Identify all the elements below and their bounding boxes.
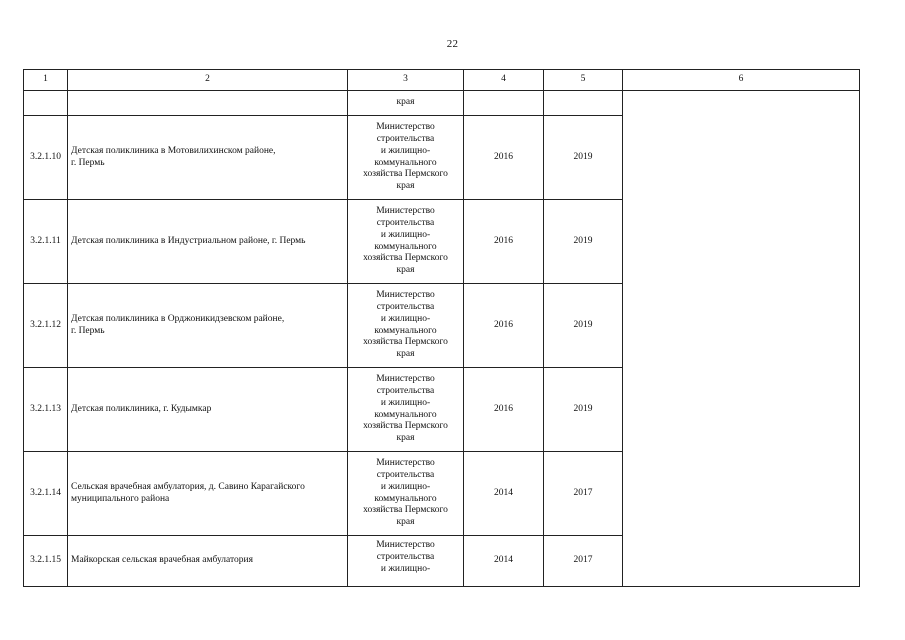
row-number: 3.2.1.11 bbox=[24, 200, 68, 284]
row-name-line: г. Пермь bbox=[71, 325, 105, 336]
row-resp-line: хозяйства Пермского bbox=[363, 169, 448, 180]
continuation-start-cell bbox=[464, 91, 544, 116]
column-number-3: 3 bbox=[348, 70, 464, 91]
row-end-year: 2019 bbox=[544, 368, 623, 452]
row-name bbox=[68, 452, 348, 536]
row-resp-line: и жилищно- bbox=[380, 481, 431, 492]
column-number-5: 5 bbox=[544, 70, 623, 91]
row-name bbox=[68, 368, 348, 452]
continuation-end-cell bbox=[544, 91, 623, 116]
row-name-line: Сельская врачебная амбулатория, д. Савино Карагайского bbox=[71, 481, 305, 492]
row-resp-line: строительства bbox=[376, 551, 435, 562]
row-resp-line: строительства bbox=[376, 469, 435, 480]
row-name bbox=[68, 284, 348, 368]
row-responsible bbox=[348, 284, 464, 368]
row-responsible bbox=[348, 116, 464, 200]
row-resp-line: края bbox=[396, 265, 415, 276]
continuation-row bbox=[24, 91, 860, 116]
row-resp-line: и жилищно- bbox=[380, 229, 431, 240]
row-responsible bbox=[348, 536, 464, 587]
row-resp-line: коммунального bbox=[374, 157, 437, 168]
row-resp-line: Министерство bbox=[376, 121, 435, 132]
row-start-year: 2016 bbox=[464, 368, 544, 452]
column-number-6: 6 bbox=[623, 70, 860, 91]
continuation-name-cell bbox=[68, 91, 348, 116]
row-number: 3.2.1.12 bbox=[24, 284, 68, 368]
row-resp-line: и жилищно- bbox=[380, 563, 431, 574]
row-resp-line: строительства bbox=[376, 133, 435, 144]
page-number: 22 bbox=[446, 38, 459, 50]
row-resp-line: Министерство bbox=[376, 373, 435, 384]
row-resp-line: строительства bbox=[376, 301, 435, 312]
row-resp-line: строительства bbox=[376, 217, 435, 228]
row-name bbox=[68, 116, 348, 200]
row-start-year: 2016 bbox=[464, 200, 544, 284]
row-resp-line: края bbox=[396, 349, 415, 360]
row-resp-line: хозяйства Пермского bbox=[363, 421, 448, 432]
row-resp-line: Министерство bbox=[376, 289, 435, 300]
row-name-line: Майкорская сельская врачебная амбулатория bbox=[71, 555, 253, 566]
row-end-year: 2019 bbox=[544, 200, 623, 284]
row-name bbox=[68, 536, 348, 587]
notes-cell bbox=[623, 91, 860, 587]
row-number: 3.2.1.13 bbox=[24, 368, 68, 452]
row-name-line: Детская поликлиника в Индустриальном районе, г. Пермь bbox=[71, 235, 306, 246]
row-name-line: муниципального района bbox=[71, 493, 170, 504]
row-name-line: г. Пермь bbox=[71, 157, 105, 168]
row-end-year: 2019 bbox=[544, 116, 623, 200]
column-number-4: 4 bbox=[464, 70, 544, 91]
row-end-year: 2017 bbox=[544, 536, 623, 587]
program-table bbox=[23, 69, 860, 587]
row-resp-line: коммунального bbox=[374, 325, 437, 336]
row-number: 3.2.1.10 bbox=[24, 116, 68, 200]
row-name bbox=[68, 200, 348, 284]
row-resp-line: коммунального bbox=[374, 241, 437, 252]
row-number: 3.2.1.15 bbox=[24, 536, 68, 587]
row-resp-line: Министерство bbox=[376, 540, 435, 550]
row-number: 3.2.1.14 bbox=[24, 452, 68, 536]
row-resp-line: хозяйства Пермского bbox=[363, 505, 448, 516]
row-end-year: 2017 bbox=[544, 452, 623, 536]
row-resp-line: коммунального bbox=[374, 493, 437, 504]
row-responsible bbox=[348, 452, 464, 536]
row-responsible bbox=[348, 200, 464, 284]
column-number-2: 2 bbox=[68, 70, 348, 91]
row-resp-line: края bbox=[396, 433, 415, 444]
row-resp-line: и жилищно- bbox=[380, 313, 431, 324]
continuation-resp-cell: края bbox=[348, 91, 464, 116]
row-resp-line: и жилищно- bbox=[380, 397, 431, 408]
row-responsible bbox=[348, 368, 464, 452]
column-number-row bbox=[24, 70, 860, 91]
row-name-line: Детская поликлиника, г. Кудымкар bbox=[71, 403, 212, 414]
row-name-line: Детская поликлиника в Орджоникидзевском районе, bbox=[71, 313, 285, 324]
row-start-year: 2016 bbox=[464, 116, 544, 200]
row-resp-line: края bbox=[396, 181, 415, 192]
row-name-line: Детская поликлиника в Мотовилихинском районе, bbox=[71, 145, 276, 156]
row-resp-line: и жилищно- bbox=[380, 145, 431, 156]
row-resp-line: хозяйства Пермского bbox=[363, 337, 448, 348]
row-resp-line: строительства bbox=[376, 385, 435, 396]
row-resp-line: хозяйства Пермского bbox=[363, 253, 448, 264]
row-resp-line: Министерство bbox=[376, 205, 435, 216]
row-start-year: 2016 bbox=[464, 284, 544, 368]
row-start-year: 2014 bbox=[464, 536, 544, 587]
row-start-year: 2014 bbox=[464, 452, 544, 536]
column-number-1: 1 bbox=[24, 70, 68, 91]
row-end-year: 2019 bbox=[544, 284, 623, 368]
row-resp-line: края bbox=[396, 517, 415, 528]
row-resp-line: Министерство bbox=[376, 457, 435, 468]
row-resp-line: коммунального bbox=[374, 409, 437, 420]
continuation-num-cell bbox=[24, 91, 68, 116]
